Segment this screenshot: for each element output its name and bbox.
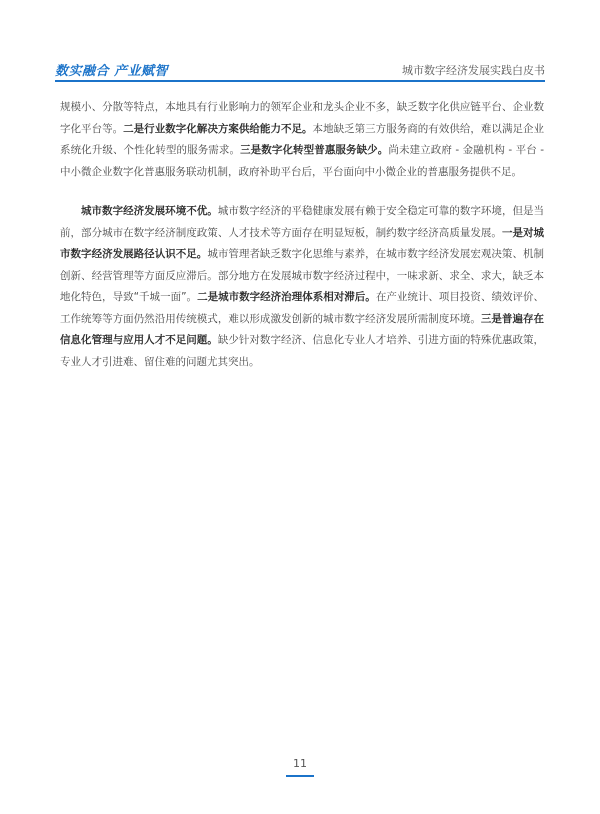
bold-point-3: 三是普遍存在信息化管理与应用人才不足问题。 — [60, 312, 545, 346]
header-divider — [55, 80, 545, 82]
text-run: 城市管理者缺乏数字化思维与素养，在城市数字经济发展宏观决策、机制创新、经营管理等方面反应滞后。部分地方在发展城市数字经济过程中，一味求新、求全、求大，缺乏本地化特色，导致“千城一面”。 — [60, 248, 544, 303]
page-footer — [0, 757, 600, 777]
text-run: 尚未建立政府 - 金融机构 - 平台 - 中小微企业数字化普惠服务联动机制，政府补助平台后，平台面向中小微企业的普惠服务提供不足。 — [60, 144, 545, 178]
text-run: 在产业统计、项目投资、绩效评价、工作统筹等方面仍然沿用传统模式，难以形成激发创新的城市数字经济发展所需制度环境。 — [60, 291, 545, 325]
bold-point-2: 二是城市数字经济治理体系相对滞后。 — [197, 291, 376, 303]
page-number: 11 — [293, 757, 307, 770]
text-run: 本地缺乏第三方服务商的有效供给，难以满足企业系统化升级、个性化转型的服务需求。 — [60, 122, 545, 156]
bold-point-3: 三是数字化转型普惠服务缺少。 — [240, 144, 389, 156]
text-run: 缺少针对数字经济、信息化专业人才培养、引进方面的特殊优惠政策，专业人才引进难、留住难的问题尤其突出。 — [60, 334, 545, 368]
bold-point-1: 一是对城市数字经济发展路径认识不足。 — [60, 226, 545, 260]
header-slogan: 数实融合 产业赋智 — [55, 64, 169, 79]
bold-point-2: 二是行业数字化解决方案供给能力不足。 — [123, 122, 313, 135]
page-number-underline — [286, 775, 314, 777]
body-text — [60, 97, 544, 391]
paragraph-2 — [60, 201, 544, 373]
paragraph-1 — [60, 97, 544, 183]
section-lead: 城市数字经济发展环境不优。 — [81, 205, 218, 217]
page-header — [55, 58, 545, 82]
text-run: 城市数字经济的平稳健康发展有赖于安全稳定可靠的数字环境，但是当前，部分城市在数字经济制度政策、人才技术等方面存在明显短板，制约数字经济高质量发展。 — [60, 205, 545, 239]
text-run: 规模小、分散等特点，本地具有行业影响力的领军企业和龙头企业不多，缺乏数字化供应链平台、企业数字化平台等。 — [60, 101, 544, 135]
header-doc-title: 城市数字经济发展实践白皮书 — [402, 64, 545, 77]
